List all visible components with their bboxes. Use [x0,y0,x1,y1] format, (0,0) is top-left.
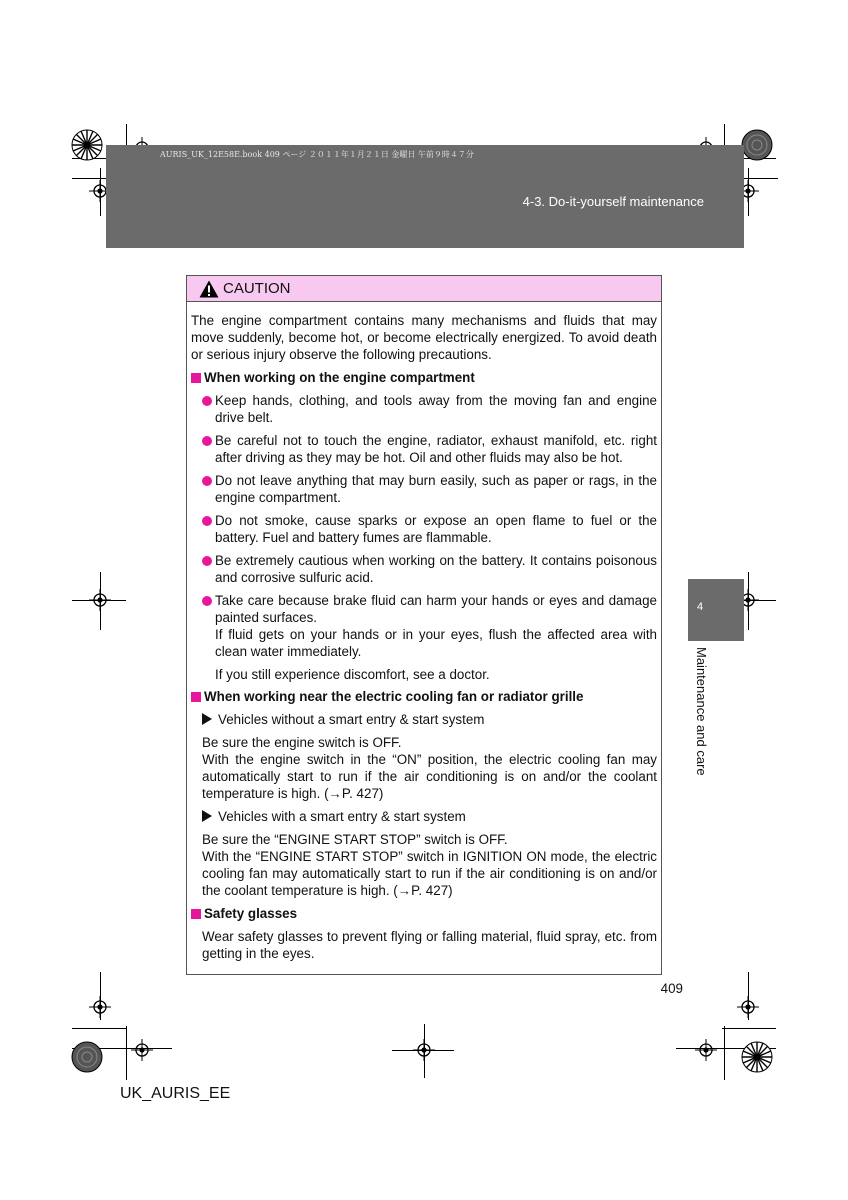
case-label [202,808,466,825]
magenta-bullet-icon [202,436,212,446]
magenta-bullet-icon [202,396,212,406]
case-body: With the engine switch in the “ON” position, the electric cooling fan may automatically start to run if the air conditioning is on and/or the coolant temperature is high. (→P. 427) [202,752,657,801]
section-heading-text: Safety glasses [204,906,298,921]
list-item [202,592,657,626]
section-heading-text: When working near the electric cooling fan or radiator grille [204,689,584,704]
section-heading [191,688,583,705]
chapter-title: Maintenance and care [694,647,709,776]
section-label: 4-3. Do-it-yourself maintenance [522,194,704,209]
case-body: With the “ENGINE START STOP” switch in IGNITION ON mode, the electric cooling fan may automatically start to run if the air conditioning is on and/or the coolant temperature is high. (→P. 427) [202,849,657,898]
magenta-square-icon [191,692,201,702]
case-body: Be sure the “ENGINE START STOP” switch is OFF. [202,832,508,847]
case-body: Be sure the engine switch is OFF. [202,735,402,750]
magenta-bullet-icon [202,516,212,526]
gray-target-icon [741,129,773,161]
chapter-number: 4 [697,601,704,613]
right-triangle-icon [202,810,212,822]
list-item [202,392,657,426]
magenta-square-icon [191,909,201,919]
magenta-bullet-icon [202,476,212,486]
magenta-bullet-icon [202,556,212,566]
crop-line [126,1026,127,1080]
caution-intro: The engine compartment contains many mechanisms and fluids that may move suddenly, become hot, or become electrically energized. To avoid death or serious injury observe the following precautions. [191,313,657,362]
registration-mark-icon [89,589,111,611]
chapter-title-vertical [694,647,710,787]
list-item [202,552,657,586]
case-label-text: Vehicles without a smart entry & start system [218,712,485,727]
list-item-continuation: If you still experience discomfort, see a doctor. [215,667,490,682]
crop-line [72,1028,126,1029]
crop-line [724,1026,725,1080]
gray-target-icon [71,1041,103,1073]
list-item-text: Be extremely cautious when working on the battery. It contains poisonous and corrosive sulfuric acid. [215,553,657,585]
starburst-target-icon [741,1041,773,1073]
warning-triangle-icon [199,280,219,298]
list-item-text: Do not leave anything that may burn easily, such as paper or rags, in the engine compartment. [215,473,657,505]
list-item [202,512,657,546]
case-label [202,711,484,728]
starburst-target-icon [71,129,103,161]
registration-mark-icon [413,1039,435,1061]
section-heading [191,905,297,922]
crop-line [722,1028,776,1029]
registration-mark-icon [695,1039,717,1061]
magenta-square-icon [191,373,201,383]
document-code: UK_AURIS_EE [120,1085,231,1102]
list-item-text: Keep hands, clothing, and tools away from the moving fan and engine drive belt. [215,393,657,425]
case-label-text: Vehicles with a smart entry & start system [218,809,466,824]
section-body: Wear safety glasses to prevent flying or falling material, fluid spray, etc. from getting in the eyes. [202,929,657,961]
registration-mark-icon [131,1039,153,1061]
list-item-continuation: If fluid gets on your hands or in your eyes, flush the affected area with clean water immediately. [215,627,657,659]
print-info: AURIS_UK_12E58E.book 409 ページ ２０１１年１月２１日 金曜日 午前９時４７分 [160,150,474,159]
section-heading [191,369,475,386]
page-number: 409 [660,981,683,996]
list-item [202,432,657,466]
right-triangle-icon [202,713,212,725]
registration-mark-icon [89,996,111,1018]
list-item-text: Do not smoke, cause sparks or expose an open flame to fuel or the battery. Fuel and battery fumes are flammable. [215,513,657,545]
section-heading-text: When working on the engine compartment [204,370,475,385]
caution-title: CAUTION [223,280,291,297]
list-item-text: Take care because brake fluid can harm your hands or eyes and damage painted surfaces. [215,593,657,625]
magenta-bullet-icon [202,596,212,606]
list-item [202,472,657,506]
registration-mark-icon [737,996,759,1018]
list-item-text: Be careful not to touch the engine, radiator, exhaust manifold, etc. right after driving as they may be hot. Oil and other fluids may also be hot. [215,433,657,465]
